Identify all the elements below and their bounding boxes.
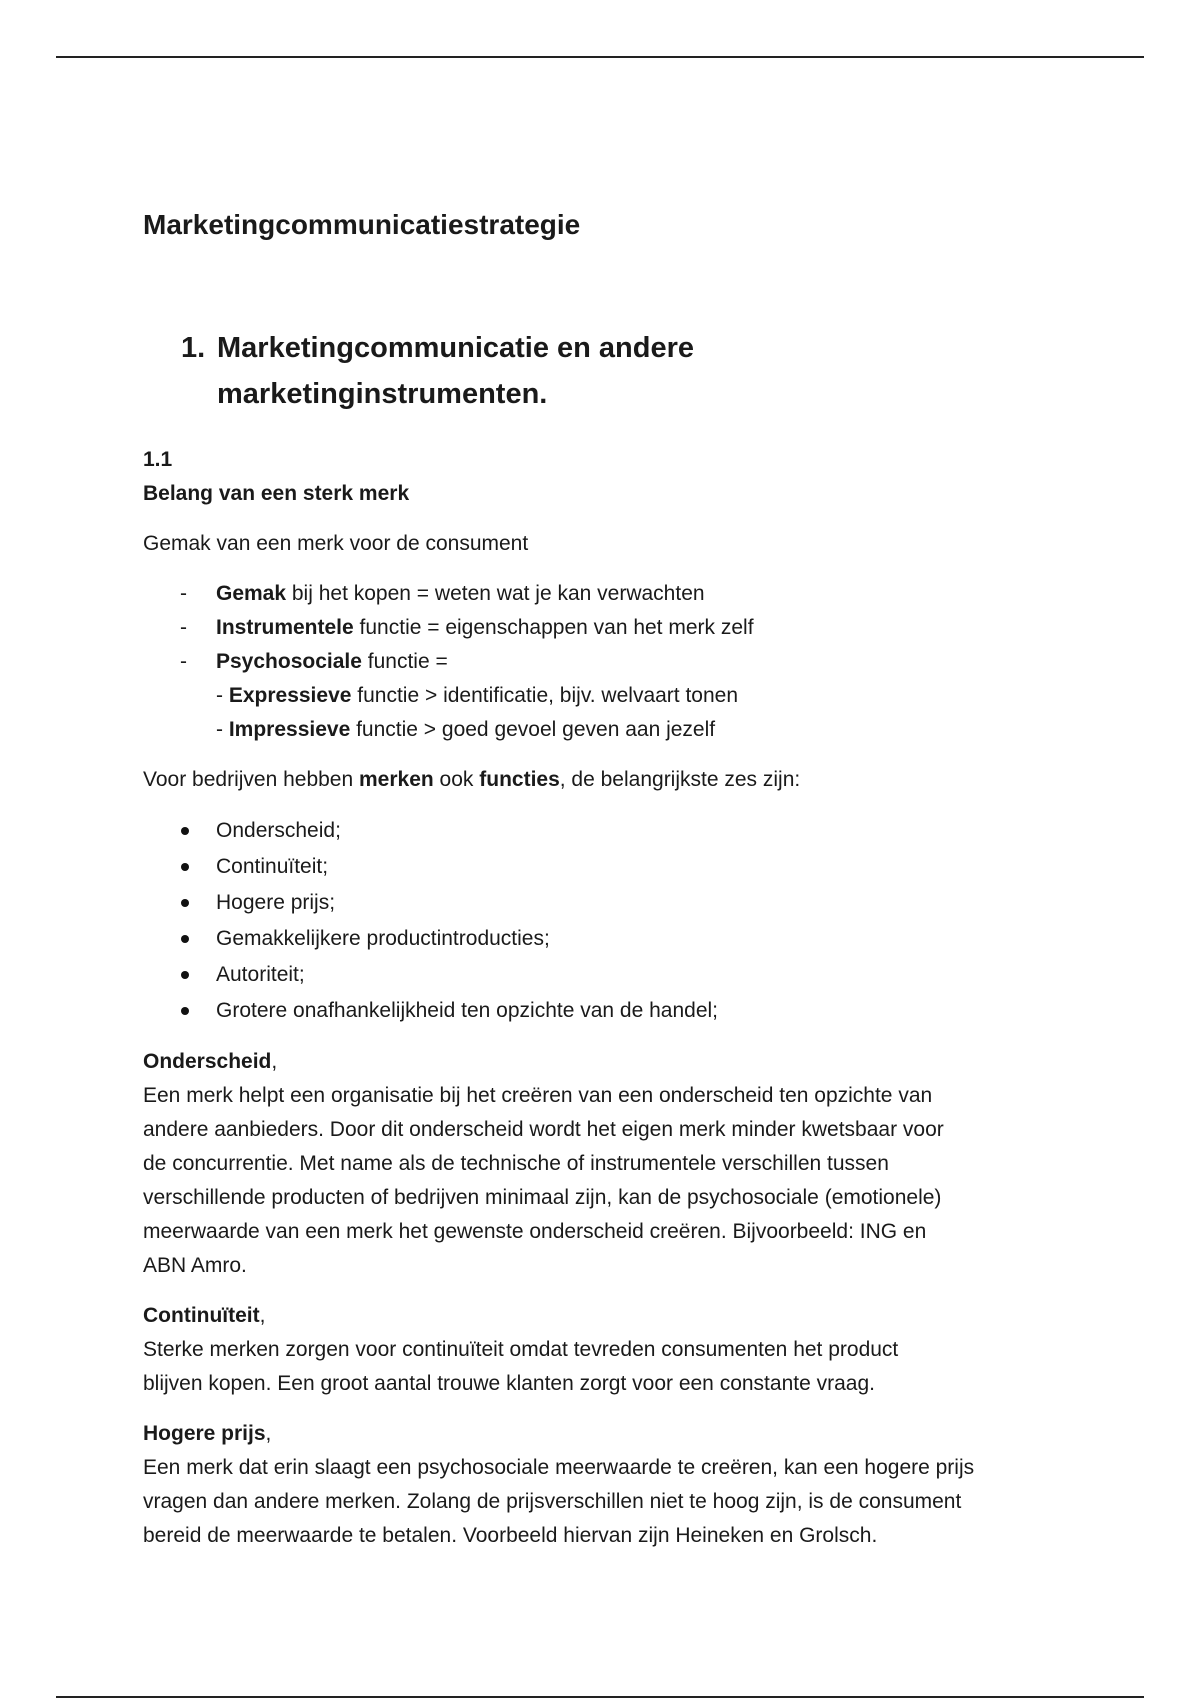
bullet-icon	[181, 971, 189, 979]
functions-sentence: Voor bedrijven hebben merken ook functies, de belangrijkste zes zijn:	[143, 768, 801, 791]
paragraph-continuiteit: Continuïteit, Sterke merken zorgen voor continuïteit omdat tevreden consumenten het product blijven kopen. Een groot aantal trouwe klanten zorgt voor een constante vraag.	[143, 1299, 1083, 1401]
bullet-icon	[181, 827, 189, 835]
sub-item: - Expressieve functie > identificatie, bijv. welvaart tonen	[216, 684, 739, 707]
dash-list	[143, 577, 1083, 679]
list-item: Gemakkelijkere productintroducties;	[143, 921, 1083, 957]
bullet-icon	[181, 1007, 189, 1015]
bullet-icon	[181, 935, 189, 943]
bullet-icon	[181, 863, 189, 871]
list-item: Grotere onafhankelijkheid ten opzichte van de handel;	[143, 993, 1083, 1029]
intro-text: Gemak van een merk voor de consument	[143, 532, 529, 555]
dash-item: - Gemak bij het kopen = weten wat je kan verwachten	[180, 582, 705, 605]
paragraph-onderscheid: Onderscheid, Een merk helpt een organisatie bij het creëren van een onderscheid ten opzichte van andere aanbieders. Door dit onderscheid wordt het eigen merk minder kwetsbaar voor de concurrentie. Met name als de technische of instrumentele verschillen tussen verschillende producten of bedrijven minimaal zijn, kan de psychosociale (emotionele) meerwaarde van een merk het gewenste onderscheid creëren. Bijvoorbeeld: ING en ABN Amro.	[143, 1045, 1083, 1283]
chapter-heading	[181, 325, 1083, 417]
list-item: Hogere prijs;	[143, 885, 1083, 921]
sub-item: - Impressieve functie > goed gevoel geven aan jezelf	[216, 718, 716, 741]
chapter-number: 1.	[181, 332, 206, 364]
list-item: Continuïteit;	[143, 849, 1083, 885]
paragraph-hogere-prijs: Hogere prijs, Een merk dat erin slaagt een psychosociale meerwaarde te creëren, kan een hogere prijs vragen dan andere merken. Zolang de prijsverschillen niet te hoog zijn, is de consument bereid de meerwaarde te betalen. Voorbeeld hiervan zijn Heineken en Grolsch.	[143, 1417, 1083, 1553]
dash-item: - Psychosociale functie =	[180, 650, 448, 673]
paragraph-heading: Hogere prijs,	[143, 1422, 272, 1445]
footer-rule	[56, 1696, 1144, 1698]
chapter-title	[217, 325, 694, 417]
list-item: Autoriteit;	[143, 957, 1083, 993]
chapter-title-line1: Marketingcommunicatie en andere	[217, 332, 695, 364]
paragraph-heading: Onderscheid,	[143, 1050, 278, 1073]
document-page	[143, 205, 1083, 1553]
header-rule	[56, 56, 1144, 58]
section-number: 1.1	[143, 448, 173, 471]
paragraph-heading: Continuïteit,	[143, 1304, 266, 1327]
bullet-list	[143, 813, 1083, 1029]
section-title: Belang van een sterk merk	[143, 482, 410, 505]
bullet-icon	[181, 899, 189, 907]
chapter-title-line2: marketinginstrumenten.	[217, 378, 548, 410]
list-item: Onderscheid;	[143, 813, 1083, 849]
dash-item: - Instrumentele functie = eigenschappen van het merk zelf	[180, 616, 754, 639]
document-title: Marketingcommunicatiestrategie	[143, 209, 581, 240]
